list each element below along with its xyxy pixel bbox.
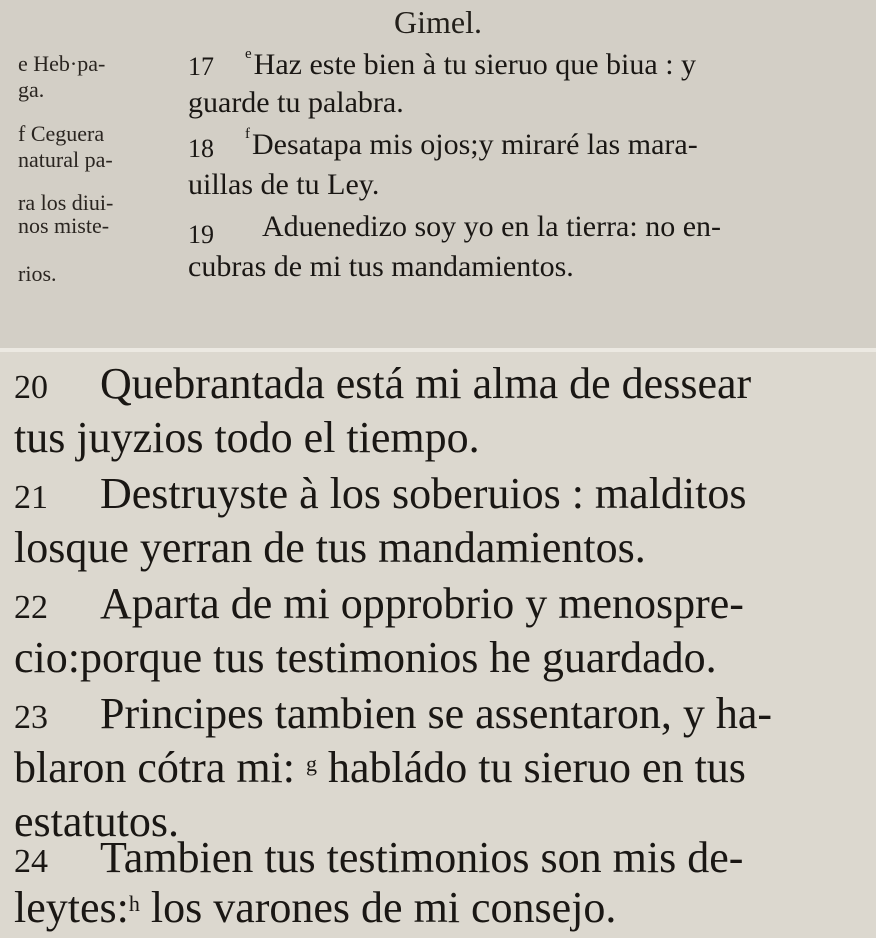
margin-note-e-line2: ga. <box>18 77 45 102</box>
verse-24-text: Tambien tus testimonios son mis de- <box>100 833 744 882</box>
verse-18-line1 <box>245 128 698 162</box>
verse-18-line2: uillas de tu Ley. <box>188 168 380 201</box>
margin-note-f-line3: ra los diui- <box>18 190 114 215</box>
margin-note-e-line1: e Heb·pa- <box>18 51 106 76</box>
verse-number-18: 18 <box>188 134 214 163</box>
verse-20-line2: tus juyzios todo el tiempo. <box>14 413 480 462</box>
verse-21-line2: losque yerran de tus mandamientos. <box>14 523 646 572</box>
verse-22-line2: cio:porque tus testimonios he guardado. <box>14 633 717 682</box>
verse-number-19: 19 <box>188 220 214 249</box>
verse-21-text: Destruyste à los soberuios : malditos <box>100 469 747 518</box>
verse-19-line2: cubras de mi tus mandamientos. <box>188 250 574 283</box>
verse-23-text: Principes tambien se assentaron, y ha- <box>100 689 773 738</box>
verse-20-text: Quebrantada está mi alma de dessear <box>100 359 752 408</box>
margin-note-f-line4: nos miste- <box>18 213 110 238</box>
verse-23-line2 <box>14 742 746 794</box>
verse-18-text: Desatapa mis ojos;y miraré las mara- <box>252 128 698 161</box>
verse-19-line1: Aduenedizo soy yo en la tierra: no en- <box>262 210 722 243</box>
verse-17-line2: guarde tu palabra. <box>188 86 404 119</box>
note-marker-h: h <box>128 891 140 916</box>
upper-page-fragment <box>0 0 876 352</box>
verse-24-line2 <box>14 882 616 934</box>
verse-17-line1 <box>245 48 696 82</box>
verse-17-text: Haz este bien à tu sieruo que biua : y <box>253 48 697 81</box>
section-heading: Gimel. <box>394 4 482 40</box>
margin-note-f-line2: natural pa- <box>18 147 113 172</box>
note-marker-e: e <box>245 46 252 62</box>
verse-23-line3: estatutos. <box>14 797 179 846</box>
verse-20-line1 <box>14 358 751 414</box>
margin-note-f-line1: f Ceguera <box>18 121 105 146</box>
verse-23-line2a: blaron cótra mi: <box>14 743 296 792</box>
note-marker-f: f <box>245 126 250 142</box>
verse-number-21: 21 <box>14 479 48 516</box>
note-marker-g: g <box>306 751 318 776</box>
verse-22-line1 <box>14 578 744 634</box>
verse-23-line2b: habládo tu sieruo en tus <box>328 743 746 792</box>
lower-page-fragment <box>0 352 876 938</box>
verse-number-24: 24 <box>14 843 48 880</box>
verse-number-20: 20 <box>14 369 48 406</box>
verse-number-22: 22 <box>14 589 48 626</box>
verse-24-line2a: leytes: <box>14 883 129 932</box>
verse-22-text: Aparta de mi opprobrio y menospre- <box>100 579 744 628</box>
verse-23-line1 <box>14 688 772 744</box>
margin-note-f-line5: rios. <box>18 261 57 286</box>
verse-number-17: 17 <box>188 52 214 81</box>
verse-24-line2b: los varones de mi consejo. <box>150 883 617 932</box>
verse-21-line1 <box>14 468 747 524</box>
verse-number-23: 23 <box>14 699 48 736</box>
verse-24-line1 <box>14 832 743 888</box>
